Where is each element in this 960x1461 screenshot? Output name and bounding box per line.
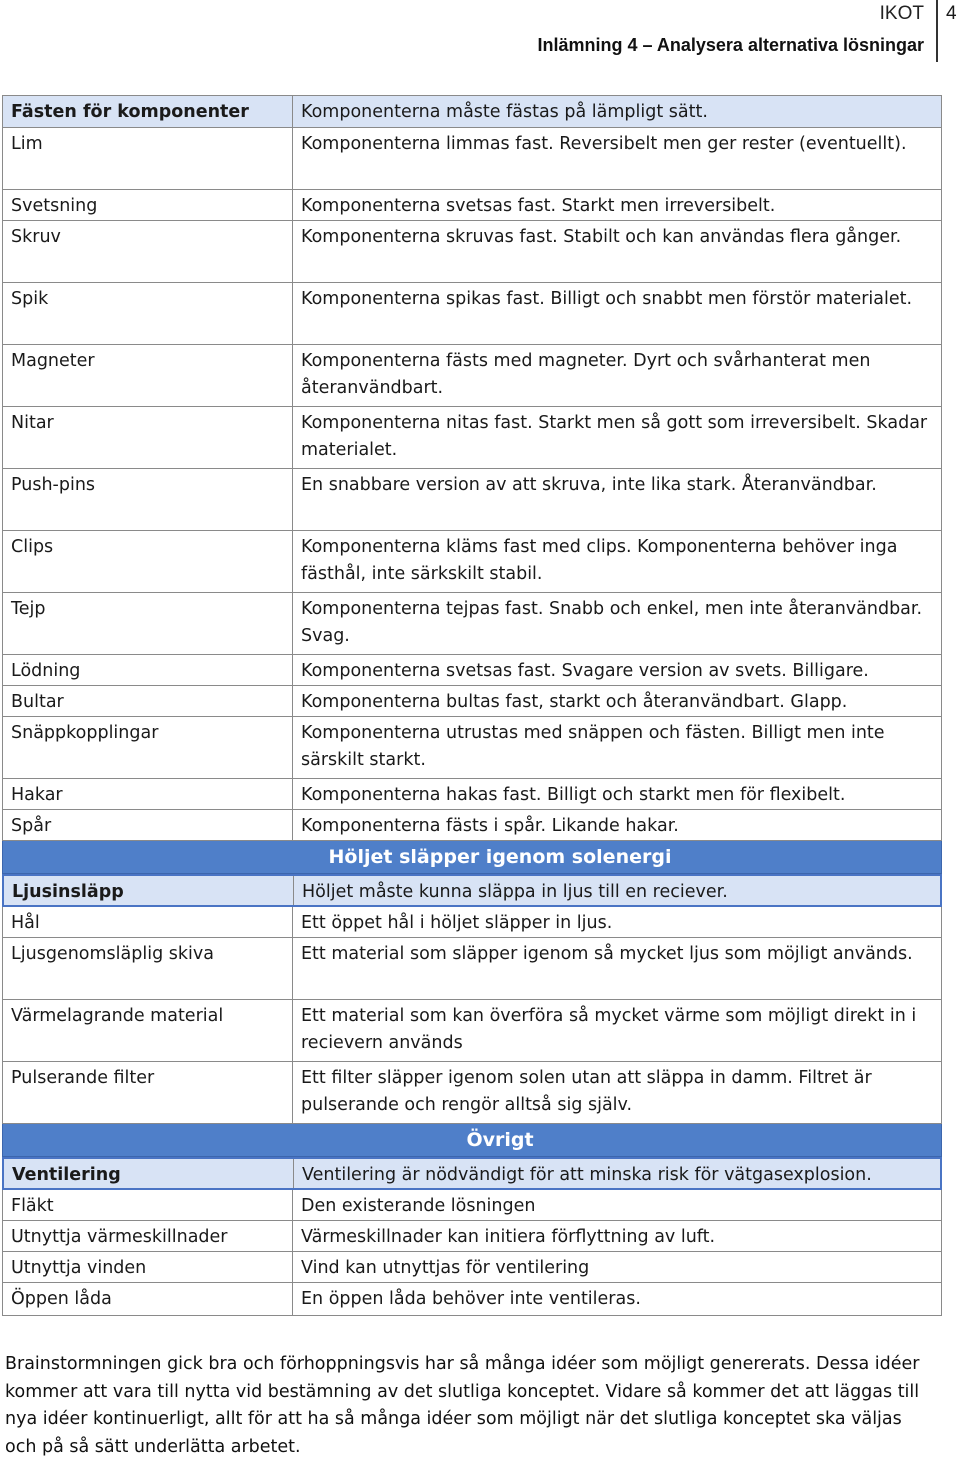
row-description: Komponenterna kläms fast med clips. Komponenterna behöver inga fästhål, inte särkskilt stabil. (301, 537, 898, 584)
table-row (2, 1000, 942, 1062)
table-row (2, 1221, 942, 1252)
table-row (2, 345, 942, 407)
row-category: Tejp (3, 593, 293, 654)
row-description: Komponenterna nitas fast. Starkt men så gott som irreversibelt. Skadar materialet. (301, 413, 928, 460)
row-category: Utnyttja värmeskillnader (3, 1221, 293, 1251)
row-description: Ett material som kan överföra så mycket värme som möjligt direkt in i recievern används (301, 1006, 917, 1053)
table-row (2, 1190, 942, 1221)
heading-description: Ventilering är nödvändigt för att minska risk för vätgasexplosion. (302, 1165, 872, 1185)
row-description: Den existerande lösningen (301, 1196, 536, 1216)
page-number: 4 (946, 3, 957, 24)
heading-description: Komponenterna måste fästas på lämpligt sätt. (301, 102, 708, 122)
table-row (2, 1062, 942, 1124)
row-description: En snabbare version av att skruva, inte lika stark. Återanvändbar. (301, 475, 877, 495)
row-category: Snäppkopplingar (3, 717, 293, 778)
table-row (2, 1252, 942, 1283)
row-description: Komponenterna fästs med magneter. Dyrt och svårhanterat men återanvändbart. (301, 351, 871, 398)
table-row (2, 779, 942, 810)
table-row (2, 531, 942, 593)
row-category: Värmelagrande material (3, 1000, 293, 1061)
row-description: Komponenterna tejpas fast. Snabb och enkel, men inte återanvändbar. Svag. (301, 599, 923, 646)
row-category: Svetsning (3, 190, 293, 220)
table-row (2, 221, 942, 283)
row-description: Komponenterna hakas fast. Billigt och starkt men för flexibelt. (301, 785, 846, 805)
row-description: Komponenterna bultas fast, starkt och återanvändbart. Glapp. (301, 692, 848, 712)
table-heading-row (2, 1157, 942, 1190)
row-description: Komponenterna svetsas fast. Svagare version av svets. Billigare. (301, 661, 869, 681)
row-category: Magneter (3, 345, 293, 406)
course-name: IKOT (879, 3, 924, 24)
row-category: Fläkt (3, 1190, 293, 1220)
header-divider (936, 0, 938, 62)
table-row (2, 128, 942, 190)
row-description: Komponenterna fästs i spår. Likande hakar. (301, 816, 679, 836)
table-row (2, 655, 942, 686)
table-heading-row (2, 874, 942, 907)
page-header (0, 0, 960, 70)
row-description: Komponenterna skruvas fast. Stabilt och kan användas flera gånger. (301, 227, 902, 247)
table-row (2, 810, 942, 841)
table-row (2, 593, 942, 655)
row-category: Hakar (3, 779, 293, 809)
row-category: Skruv (3, 221, 293, 282)
row-category: Lim (3, 128, 293, 189)
row-description: Ett öppet hål i höljet släpper in ljus. (301, 913, 613, 933)
section-band: Höljet släpper igenom solenergi (2, 841, 942, 874)
table-row (2, 469, 942, 531)
row-category: Pulserande filter (3, 1062, 293, 1123)
table-row (2, 938, 942, 1000)
row-description: Värmeskillnader kan initiera förflyttning av luft. (301, 1227, 716, 1247)
row-category: Bultar (3, 686, 293, 716)
row-category: Utnyttja vinden (3, 1252, 293, 1282)
row-description: En öppen låda behöver inte ventileras. (301, 1289, 641, 1309)
row-description: Ett material som släpper igenom så mycket ljus som möjligt används. (301, 944, 913, 964)
row-category: Spår (3, 810, 293, 840)
table-heading-row (2, 95, 942, 128)
heading-category: Ljusinsläpp (4, 876, 294, 905)
table-row (2, 686, 942, 717)
row-category: Spik (3, 283, 293, 344)
row-category: Nitar (3, 407, 293, 468)
heading-description: Höljet måste kunna släppa in ljus till en reciever. (302, 882, 728, 902)
row-description: Vind kan utnyttjas för ventilering (301, 1258, 590, 1278)
row-description: Ett filter släpper igenom solen utan att släppa in damm. Filtret är pulserande och rengör alltså sig själv. (301, 1068, 872, 1115)
heading-category: Fästen för komponenter (3, 96, 293, 127)
row-category: Ljusgenomsläplig skiva (3, 938, 293, 999)
row-category: Clips (3, 531, 293, 592)
table-row (2, 190, 942, 221)
heading-category: Ventilering (4, 1159, 294, 1188)
row-description: Komponenterna utrustas med snäppen och fästen. Billigt men inte särskilt starkt. (301, 723, 885, 770)
solutions-table (2, 95, 942, 1316)
table-row (2, 907, 942, 938)
row-description: Komponenterna svetsas fast. Starkt men irreversibelt. (301, 196, 776, 216)
row-category: Lödning (3, 655, 293, 685)
row-category: Hål (3, 907, 293, 937)
conclusion-paragraph: Brainstormningen gick bra och förhoppningsvis har så många idéer som möjligt genererats. Dessa idéer kommer att vara till nytta vid bestämning av det slutliga konceptet. Vidare så kommer det att läggas till nya idéer kontinuerligt, allt för att ha så många idéer som möjligt när det slutliga konceptet ska väljas och på så sätt underlätta arbetet. (5, 1354, 920, 1457)
table-row (2, 1283, 942, 1316)
row-category: Öppen låda (3, 1283, 293, 1315)
row-description: Komponenterna spikas fast. Billigt och snabbt men förstör materialet. (301, 289, 913, 309)
row-category: Push-pins (3, 469, 293, 530)
document-title: Inlämning 4 – Analysera alternativa lösningar (537, 35, 924, 55)
section-band: Övrigt (2, 1124, 942, 1157)
table-row (2, 407, 942, 469)
row-description: Komponenterna limmas fast. Reversibelt men ger rester (eventuellt). (301, 134, 907, 154)
table-row (2, 283, 942, 345)
table-row (2, 717, 942, 779)
